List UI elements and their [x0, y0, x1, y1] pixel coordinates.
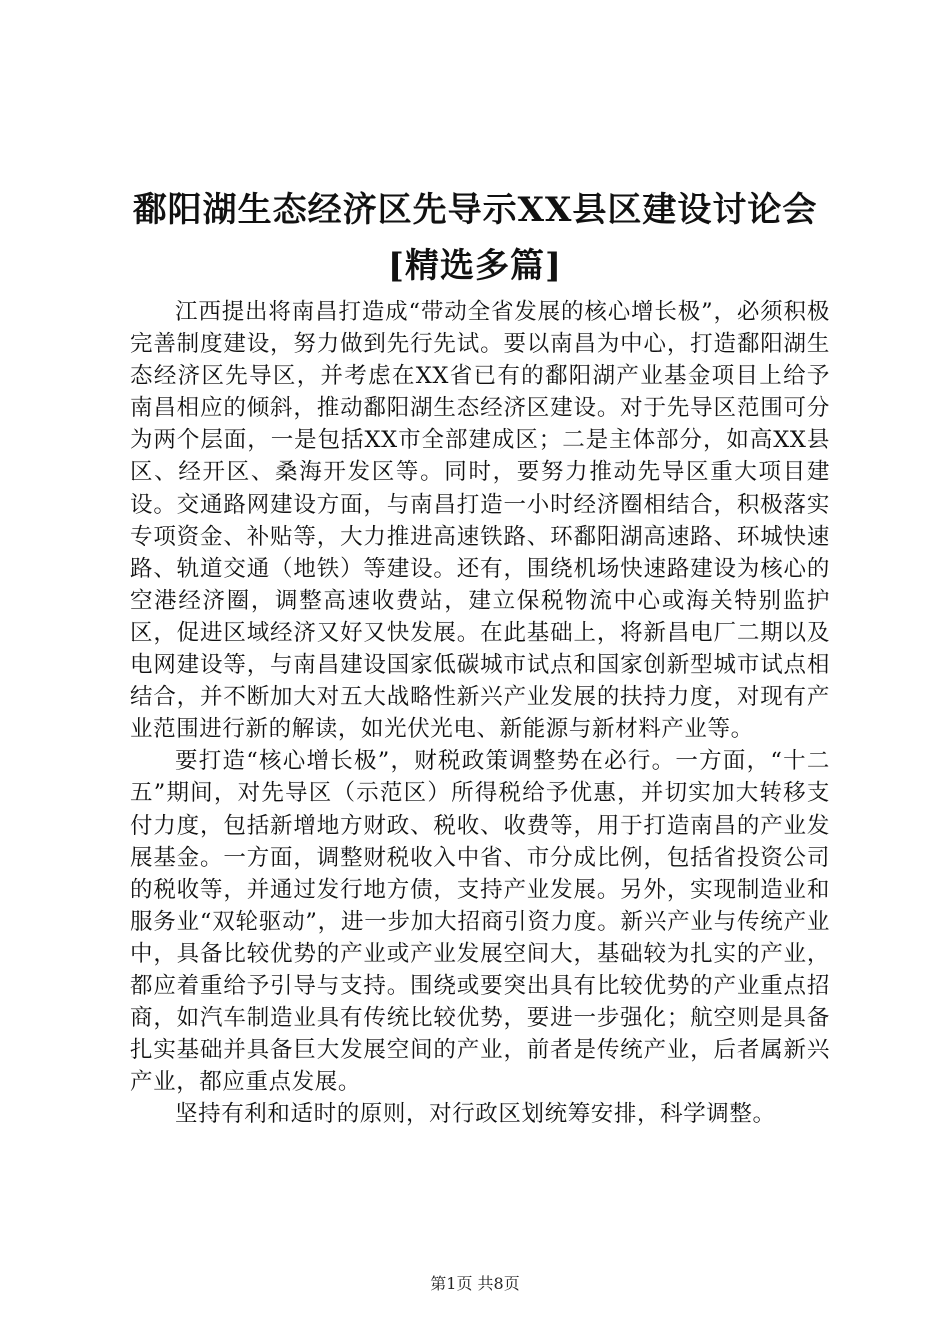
document-title-line-2: [精选多篇] [387, 246, 563, 286]
paragraph-2: 要打造“核心增长极”，财税政策调整势在必行。一方面，“十二五”期间，对先导区（示范区）所得税给予优惠，并切实加大转移支付力度，包括新增地方财政、税收、收费等，用于打造南昌的产业发展基金。一方面，调整财税收入中省、市分成比例，包括省投资公司的税收等，并通过发行地方债，支持产业发展。另外，实现制造业和服务业“双轮驱动”，进一步加大招商引资力度。新兴产业与传统产业中，具备比较优势的产业或产业发展空间大，基础较为扎实的产业，都应着重给予引导与支持。围绕或要突出具有比较优势的产业重点招商，如汽车制造业具有传统比较优势，要进一步强化；航空则是具备扎实基础并具备巨大发展空间的产业，前者是传统产业，后者属新兴产业，都应重点发展。 [130, 748, 830, 1096]
paragraph-3: 坚持有利和适时的原则，对行政区划统筹安排，科学调整。 [175, 1101, 776, 1128]
page-footer: 第1页 共8页 [430, 1274, 520, 1293]
document-body [130, 296, 830, 1130]
paragraph-1: 江西提出将南昌打造成“带动全省发展的核心增长极”，必须积极完善制度建设，努力做到先行先试。要以南昌为中心，打造鄱阳湖生态经济区先导区，并考虑在XX省已有的鄱阳湖产业基金项目上给予南昌相应的倾斜，推动鄱阳湖生态经济区建设。对于先导区范围可分为两个层面，一是包括XX市全部建成区；二是主体部分，如高XX县区、经开区、桑海开发区等。同时，要努力推动先导区重大项目建设。交通路网建设方面，与南昌打造一小时经济圈相结合，积极落实专项资金、补贴等，大力推进高速铁路、环鄱阳湖高速路、环城快速路、轨道交通（地铁）等建设。还有，围绕机场快速路建设为核心的空港经济圈，调整高速收费站，建立保税物流中心或海关特别监护区，促进区域经济又好又快发展。在此基础上，将新昌电厂二期以及电网建设等，与南昌建设国家低碳城市试点和国家创新型城市试点相结合，并不断加大对五大战略性新兴产业发展的扶持力度，对现有产业范围进行新的解读，如光伏光电、新能源与新材料产业等。 [130, 299, 830, 743]
document-title-line-1: 鄱阳湖生态经济区先导示XX县区建设讨论会 [132, 190, 818, 230]
